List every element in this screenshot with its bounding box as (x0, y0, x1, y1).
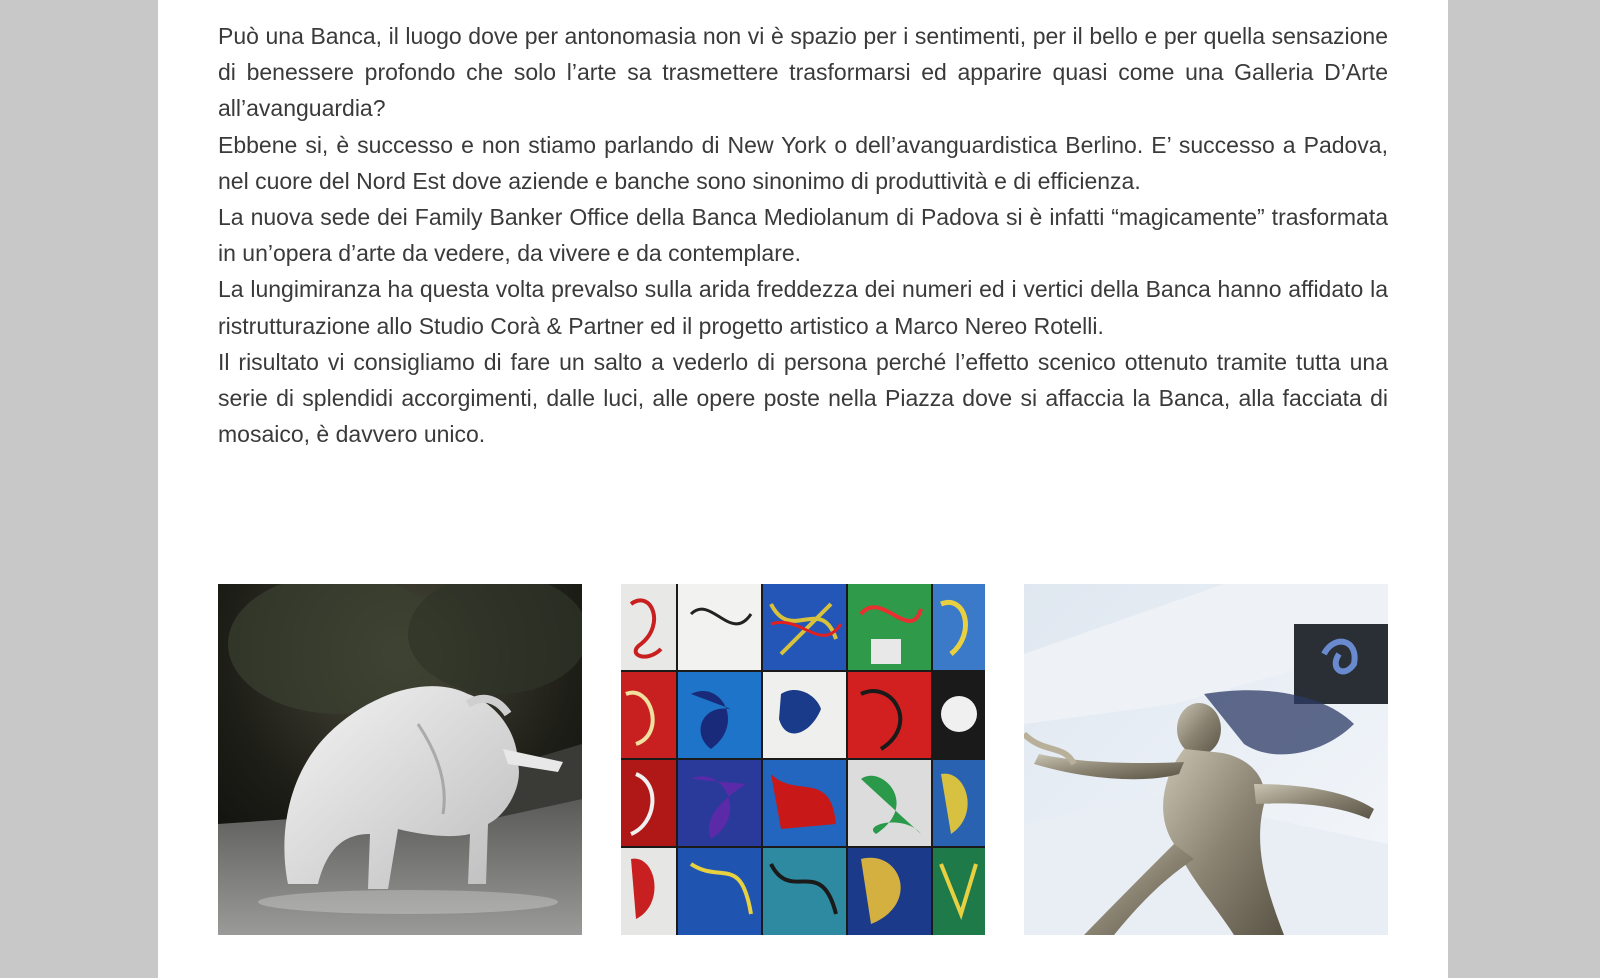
paragraph-2: Ebbene si, è successo e non stiamo parlando di New York o dell’avanguardistica Berlino. E’ successo a Padova, nel cuore del Nord Est dove aziende e banche sono sinonimo di produttività e di efficienza. (218, 131, 1388, 194)
document-page (158, 0, 1448, 978)
bronze-statue-photo (1024, 584, 1388, 935)
paragraph-4: La lungimiranza ha questa volta prevalso sulla arida freddezza dei numeri ed i vertici della Banca hanno affidato la ristrutturazione allo Studio Corà & Partner ed il progetto artistico a Marco Nereo Rotelli. (218, 276, 1388, 339)
marble-bull-photo (218, 584, 582, 935)
article-body (218, 18, 1388, 452)
paragraph-5: Il risultato vi consigliamo di fare un salto a vederlo di persona perché l’effetto scenico ottenuto tramite tutta una serie di splendidi accorgimenti, dalle luci, alle opere poste nella Piazza dove si affaccia la Banca, alla facciata di mosaico, è davvero unico. (218, 348, 1388, 448)
paragraph-3: La nuova sede dei Family Banker Office della Banca Mediolanum di Padova si è infatti “magicamente” trasformata in un’opera d’arte da vedere, da vivere e da contemplare. (218, 204, 1388, 267)
painted-tiles-artwork-photo (621, 584, 985, 935)
paragraph-1: Può una Banca, il luogo dove per antonomasia non vi è spazio per i sentimenti, per il bello e per quella sensazione di benessere profondo che solo l’arte sa trasmettere trasformarsi ed apparire quasi come una Galleria D’Arte all’avanguardia? (218, 23, 1388, 122)
photo-gallery (218, 584, 1388, 935)
